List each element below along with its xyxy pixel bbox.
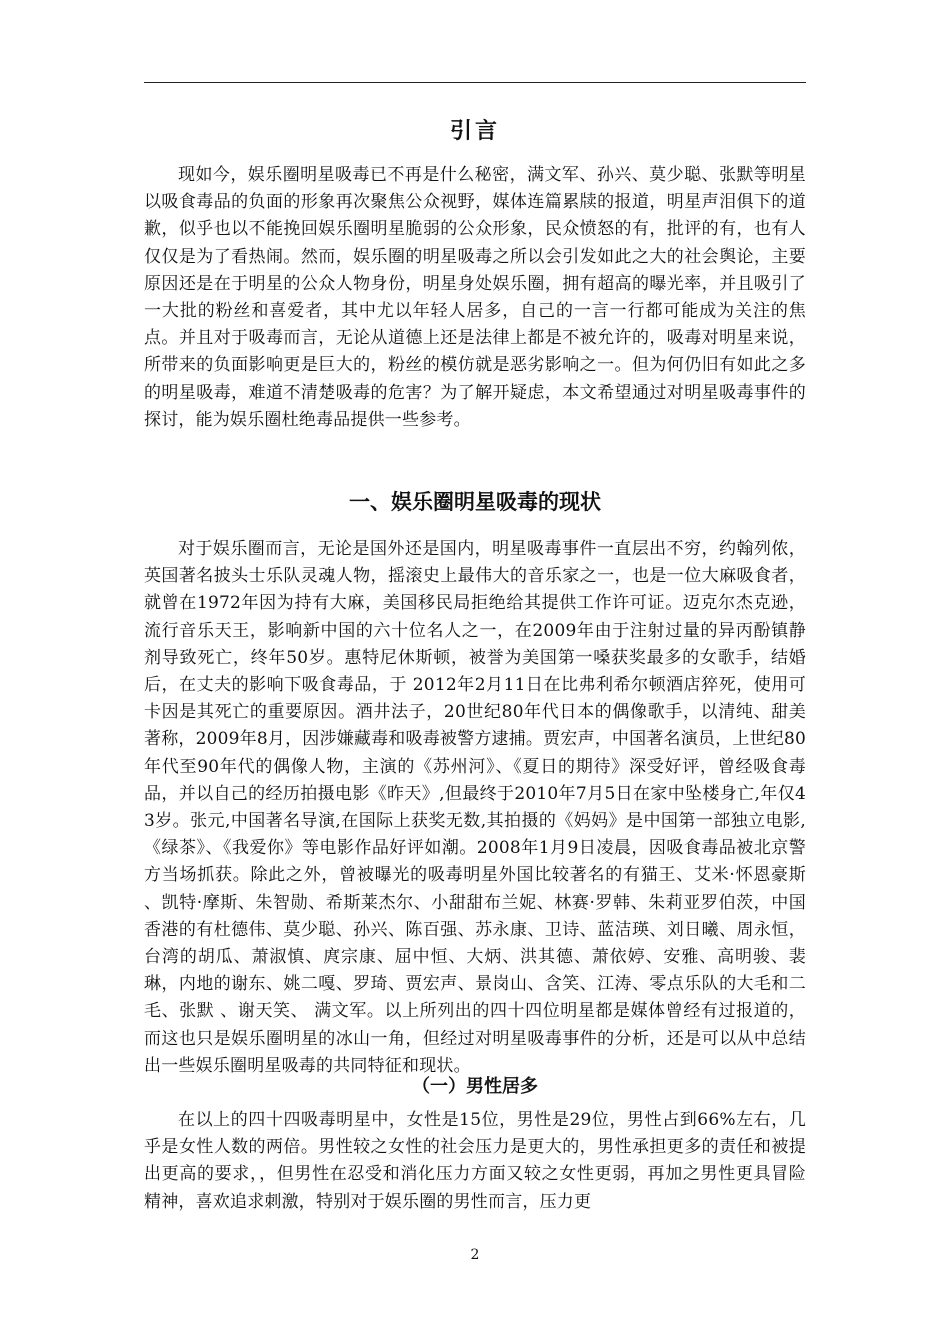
header-rule (144, 82, 806, 83)
intro-heading: 引言 (449, 119, 500, 144)
subsection-body (144, 1107, 806, 1216)
subsection-paragraph: 在以上的四十四吸毒明星中，女性是15位，男性是29位，男性占到66%左右，几乎是女性人数的两倍。男性较之女性的社会压力是更大的，男性承担更多的责任和被提出更高的要求，，但男性在忍受和消化压力方面又较之女性更弱，再加之男性更具冒险精神，喜欢追求刺激，特别对于娱乐圈的男性而言，压力更 (144, 1110, 806, 1212)
section-body (144, 536, 806, 1080)
intro-body (144, 162, 806, 434)
page-number: 2 (470, 1247, 480, 1263)
intro-paragraph: 现如今，娱乐圈明星吸毒已不再是什么秘密，满文军、孙兴、莫少聪、张默等明星以吸食毒品的负面的形象再次聚焦公众视野，媒体连篇累牍的报道，明星声泪俱下的道歉，似乎也以不能挽回娱乐圈明星脆弱的公众形象，民众愤怒的有，批评的有，也有人仅仅是为了看热闹。然而，娱乐圈的明星吸毒之所以会引发如此之大的社会舆论，主要原因还是在于明星的公众人物身份，明星身处娱乐圈，拥有超高的曝光率，并且吸引了一大批的粉丝和喜爱者，其中尤以年轻人居多，自己的一言一行都可能成为关注的焦点。并且对于吸毒而言，无论从道德上还是法律上都是不被允许的，吸毒对明星来说，所带来的负面影响更是巨大的，粉丝的模仿就是恶劣影响之一。但为何仍旧有如此之多的明星吸毒，难道不清楚吸毒的危害？为了解开疑虑，本文希望通过对明星吸毒事件的探讨，能为娱乐圈杜绝毒品提供一些参考。 (144, 165, 806, 430)
subsection-heading: （一）男性居多 (412, 1076, 538, 1097)
section-paragraph: 对于娱乐圈而言，无论是国外还是国内，明星吸毒事件一直层出不穷，约翰列侬，英国著名披头士乐队灵魂人物，摇滚史上最伟大的音乐家之一，也是一位大麻吸食者，就曾在1972年因为持有大麻，美国移民局拒绝给其提供工作许可证。迈克尔杰克逊，流行音乐天王，影响新中国的六十位名人之一，在2009年由于注射过量的异丙酚镇静剂导致死亡，终年50岁。惠特尼休斯顿，被誉为美国第一嗓获奖最多的女歌手，结婚后，在丈夫的影响下吸食毒品，于 2012年2月11日在比弗利希尔顿酒店猝死，使用可卡因是其死亡的重要原因。酒井法子，20世纪80年代日本的偶像歌手，以清纯、甜美著称，2009年8月，因涉嫌藏毒和吸毒被警方逮捕。贾宏声，中国著名演员，上世纪80年代至90年代的偶像人物，主演的《苏州河》、《夏日的期待》深受好评，曾经吸食毒品，并以自己的经历拍摄电影《昨天》,但最终于2010年7月5日在家中坠楼身亡,年仅43岁。张元,中国著名导演,在国际上获奖无数,其拍摄的《妈妈》是中国第一部独立电影,《绿茶》、《我爱你》等电影作品好评如潮。2008年1月9日凌晨，因吸食毒品被北京警方当场抓获。除此之外，曾被曝光的吸毒明星外国比较著名的有猫王、艾米·怀恩豪斯 、凯特·摩斯、朱智勋、希斯莱杰尔、小甜甜布兰妮、林赛·罗韩、朱莉亚罗伯茨，中国香港的有杜德伟、莫少聪、孙兴、陈百强、苏永康、卫诗、蓝洁瑛、刘日曦、周永恒，台湾的胡瓜、萧淑慎、庹宗康、屈中恒、大炳、洪其德、萧依婷、安雅、高明骏、裴琳，内地的谢东、姚二嘎、罗琦、贾宏声、景岗山、含笑、江涛、零点乐队的大毛和二毛、张默 、谢天笑、 满文军。以上所列出的四十四位明星都是媒体曾经有过报道的，而这也只是娱乐圈明星的冰山一角，但经过对明星吸毒事件的分析，还是可以从中总结出一些娱乐圈明星吸毒的共同特征和现状。 (144, 539, 806, 1076)
section-heading: 一、娱乐圈明星吸毒的现状 (349, 490, 601, 514)
